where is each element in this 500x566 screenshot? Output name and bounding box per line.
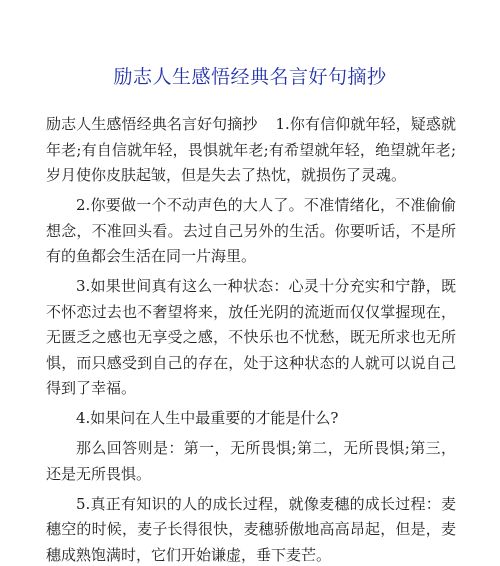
document-title: 励志人生感悟经典名言好句摘抄 [113, 66, 387, 88]
lead-title: 励志人生感悟经典名言好句摘抄 [46, 115, 258, 133]
paragraph-2: 2.你要做一个不动声色的大人了。不准情绪化，不准偷偷想念，不准回头看。去过自己另外的生活。你要听话，不是所有的鱼都会生活在同一片海里。 [46, 196, 456, 265]
document-body [46, 112, 456, 566]
paragraph-1-text: 1.你有信仰就年轻，疑惑就年老;有自信就年轻，畏惧就年老;有希望就年轻，绝望就年老;岁月使你皮肤起皱，但是失去了热忱，就损伤了灵魂。 [46, 115, 456, 184]
paragraph-6: 5.真正有知识的人的成长过程，就像麦穗的成长过程：麦穗空的时候，麦子长得很快，麦穗骄傲地高高昂起，但是，麦穗成熟饱满时，它们开始谦虚，垂下麦芒。 [46, 494, 456, 564]
paragraph-1 [46, 112, 456, 189]
paragraph-5: 那么回答则是：第一，无所畏惧;第二，无所畏惧;第三，还是无所畏惧。 [46, 439, 456, 483]
paragraph-3: 3.如果世间真有这么一种状态：心灵十分充实和宁静，既不怀恋过去也不奢望将来，放任光阴的流逝而仅仅掌握现在，无匮乏之感也无享受之感，不快乐也不忧愁，既无所求也无所惧，而只感受到自己的存在，处于这种状态的人就可以说自己得到了幸福。 [46, 277, 456, 397]
paragraph-4: 4.如果问在人生中最重要的才能是什么? [76, 409, 339, 427]
